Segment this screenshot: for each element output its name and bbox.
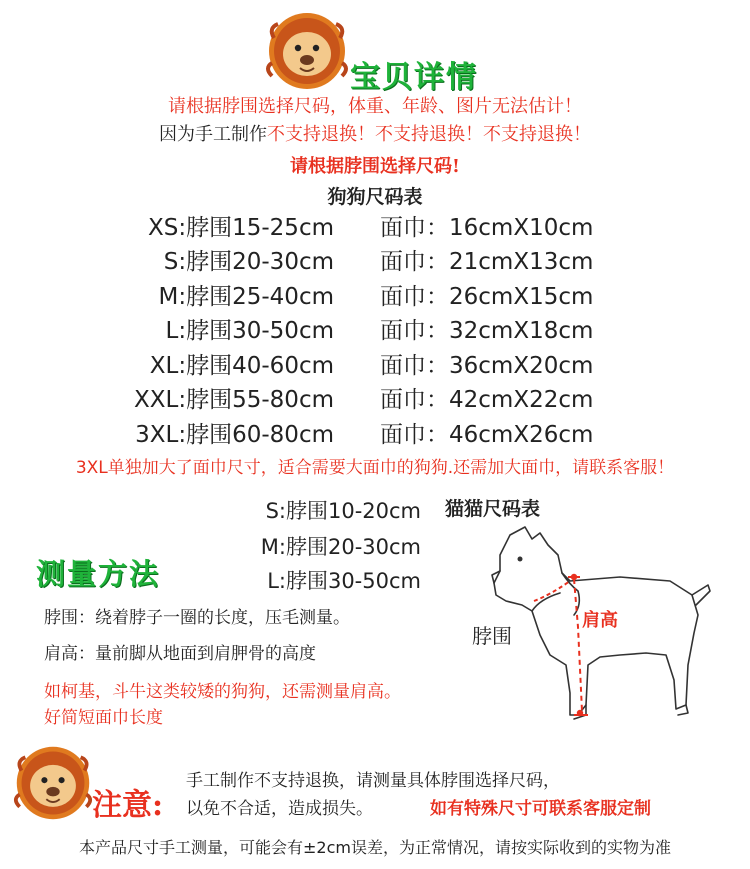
notice-label: 注意: — [92, 788, 164, 823]
cat-size-table-title: 猫猫尺码表 — [445, 498, 541, 520]
dog-bib-row: 面巾：32cmX18cm — [380, 318, 594, 344]
dog-size-row: 3XL:脖围60-80cm — [135, 422, 334, 448]
diagram-neck-label: 脖围 — [472, 624, 512, 648]
intro-line-2 — [0, 120, 750, 146]
dog-bib-row: 面巾：42cmX22cm — [380, 387, 594, 413]
notice-line-1: 手工制作不支持退换，请测量具体脖围选择尺码， — [186, 771, 560, 791]
dog-size-table-title: 狗狗尺码表 — [327, 186, 423, 208]
page-title: 宝贝详情 — [350, 60, 478, 95]
cat-size-row: S:脖围10-20cm — [265, 499, 421, 523]
diagram-shoulder-label: 肩高 — [582, 610, 618, 631]
cat-size-row: L:脖围30-50cm — [267, 569, 421, 593]
dog-size-row: XL:脖围40-60cm — [149, 353, 334, 379]
custom-size-notice: 如有特殊尺寸可联系客服定制 — [430, 799, 651, 819]
dog-bib-row: 面巾：26cmX15cm — [380, 284, 594, 310]
lion-mascot-icon — [262, 8, 352, 94]
dog-bib-row: 面巾：46cmX26cm — [380, 422, 594, 448]
dog-size-row: L:脖围30-50cm — [165, 318, 334, 344]
dog-bib-row: 面巾：16cmX10cm — [380, 215, 594, 241]
dog-size-row: XS:脖围15-25cm — [148, 215, 334, 241]
intro-line-1: 请根据脖围选择尺码，体重、年龄、图片无法估计！ — [168, 96, 582, 117]
lion-mascot-icon — [10, 742, 96, 824]
dog-size-row: M:脖围25-40cm — [158, 284, 334, 310]
intro-line-2-prefix: 因为手工制作 — [159, 124, 267, 145]
measure-method-title: 测量方法 — [36, 557, 161, 591]
short-dog-tip: 如柯基，斗牛这类较矮的狗狗，还需测量肩高。 — [44, 682, 401, 702]
dog-size-row: S:脖围20-30cm — [163, 249, 334, 275]
dog-bib-row: 面巾：21cmX13cm — [380, 249, 594, 275]
dog-size-row: XXL:脖围55-80cm — [134, 387, 334, 413]
shoulder-measure-text: 肩高：量前脚从地面到肩胛骨的高度 — [44, 644, 316, 664]
3xl-note: 3XL单独加大了面巾尺寸，适合需要大面巾的狗狗.还需加大面巾，请联系客服！ — [75, 458, 675, 478]
intro-line-2-warning: 不支持退换！不支持退换！不支持退换！ — [267, 124, 591, 145]
notice-line-2: 以免不合适，造成损失。 — [186, 799, 373, 819]
footer-disclaimer: 本产品尺寸手工测量，可能会有±2cm误差，为正常情况，请按实际收到的实物为准 — [79, 838, 671, 857]
cat-size-row: M:脖围20-30cm — [260, 535, 421, 559]
short-dog-tip-2: 好简短面巾长度 — [44, 708, 163, 728]
intro-line-3: 请根据脖围选择尺码! — [290, 156, 460, 177]
neck-measure-text: 脖围：绕着脖子一圈的长度，压毛测量。 — [44, 608, 350, 628]
dog-bib-row: 面巾：36cmX20cm — [380, 353, 594, 379]
